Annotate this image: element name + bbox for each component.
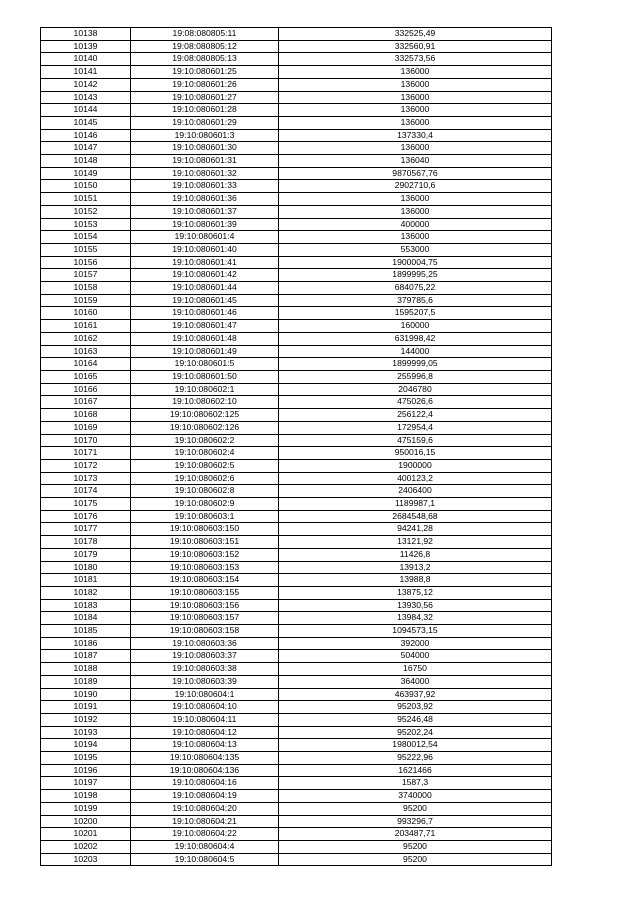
cadastral-number-cell: 19:10:080604:135 (131, 752, 279, 765)
table-row (41, 129, 552, 142)
value-cell: 95200 (279, 841, 552, 854)
value-cell: 475026,6 (279, 396, 552, 409)
cadastral-number-cell: 19:10:080604:21 (131, 815, 279, 828)
cadastral-number-cell: 19:10:080601:48 (131, 332, 279, 345)
row-number-cell: 10147 (41, 142, 131, 155)
table-row (41, 104, 552, 117)
table-row (41, 802, 552, 815)
cadastral-number-cell: 19:10:080601:44 (131, 282, 279, 295)
table-row (41, 637, 552, 650)
row-number-cell: 10188 (41, 663, 131, 676)
table-row (41, 53, 552, 66)
value-cell: 463937,92 (279, 688, 552, 701)
row-number-cell: 10165 (41, 370, 131, 383)
row-number-cell: 10198 (41, 790, 131, 803)
table-row (41, 358, 552, 371)
cadastral-number-cell: 19:10:080603:155 (131, 586, 279, 599)
table-row (41, 498, 552, 511)
table-row (41, 688, 552, 701)
table-row (41, 231, 552, 244)
value-cell: 379785,6 (279, 294, 552, 307)
table-row (41, 574, 552, 587)
cadastral-number-cell: 19:10:080601:27 (131, 91, 279, 104)
table-row (41, 421, 552, 434)
row-number-cell: 10178 (41, 536, 131, 549)
table-row (41, 625, 552, 638)
cadastral-number-cell: 19:10:080603:36 (131, 637, 279, 650)
row-number-cell: 10159 (41, 294, 131, 307)
table-row (41, 777, 552, 790)
row-number-cell: 10192 (41, 713, 131, 726)
value-cell: 137330,4 (279, 129, 552, 142)
row-number-cell: 10146 (41, 129, 131, 142)
cadastral-number-cell: 19:10:080601:3 (131, 129, 279, 142)
value-cell: 136000 (279, 104, 552, 117)
value-cell: 136000 (279, 91, 552, 104)
value-cell: 144000 (279, 345, 552, 358)
table-row (41, 320, 552, 333)
row-number-cell: 10172 (41, 459, 131, 472)
row-number-cell: 10194 (41, 739, 131, 752)
cadastral-number-cell: 19:10:080604:19 (131, 790, 279, 803)
value-cell: 1899999,05 (279, 358, 552, 371)
row-number-cell: 10145 (41, 116, 131, 129)
cadastral-number-cell: 19:10:080601:29 (131, 116, 279, 129)
cadastral-number-cell: 19:10:080602:4 (131, 447, 279, 460)
row-number-cell: 10173 (41, 472, 131, 485)
table-row (41, 701, 552, 714)
value-cell: 364000 (279, 675, 552, 688)
cadastral-number-cell: 19:10:080604:136 (131, 764, 279, 777)
value-cell: 11426,8 (279, 548, 552, 561)
cadastral-number-cell: 19:10:080602:126 (131, 421, 279, 434)
cadastral-number-cell: 19:10:080604:16 (131, 777, 279, 790)
table-row (41, 180, 552, 193)
table-row (41, 790, 552, 803)
cadastral-number-cell: 19:10:080601:31 (131, 155, 279, 168)
cadastral-number-cell: 19:10:080603:158 (131, 625, 279, 638)
value-cell: 950016,15 (279, 447, 552, 460)
cadastral-number-cell: 19:10:080601:42 (131, 269, 279, 282)
value-cell: 203487,71 (279, 828, 552, 841)
table-row (41, 536, 552, 549)
table-row (41, 713, 552, 726)
value-cell: 1094573,15 (279, 625, 552, 638)
table-row (41, 332, 552, 345)
value-cell: 1189987,1 (279, 498, 552, 511)
row-number-cell: 10167 (41, 396, 131, 409)
table-row (41, 91, 552, 104)
cadastral-number-cell: 19:10:080602:6 (131, 472, 279, 485)
row-number-cell: 10166 (41, 383, 131, 396)
value-cell: 2684548,68 (279, 510, 552, 523)
cadastral-number-cell: 19:10:080604:4 (131, 841, 279, 854)
cadastral-number-cell: 19:08:080805:13 (131, 53, 279, 66)
cadastral-number-cell: 19:08:080805:12 (131, 40, 279, 53)
row-number-cell: 10156 (41, 256, 131, 269)
row-number-cell: 10175 (41, 498, 131, 511)
value-cell: 2046780 (279, 383, 552, 396)
value-cell: 136000 (279, 193, 552, 206)
row-number-cell: 10155 (41, 243, 131, 256)
row-number-cell: 10182 (41, 586, 131, 599)
cadastral-number-cell: 19:10:080603:37 (131, 650, 279, 663)
value-cell: 13984,32 (279, 612, 552, 625)
row-number-cell: 10202 (41, 841, 131, 854)
row-number-cell: 10191 (41, 701, 131, 714)
row-number-cell: 10180 (41, 561, 131, 574)
table-row (41, 167, 552, 180)
row-number-cell: 10176 (41, 510, 131, 523)
value-cell: 95222,96 (279, 752, 552, 765)
row-number-cell: 10168 (41, 409, 131, 422)
table-row (41, 663, 552, 676)
table-row (41, 675, 552, 688)
table-row (41, 548, 552, 561)
row-number-cell: 10149 (41, 167, 131, 180)
row-number-cell: 10199 (41, 802, 131, 815)
row-number-cell: 10169 (41, 421, 131, 434)
row-number-cell: 10139 (41, 40, 131, 53)
row-number-cell: 10158 (41, 282, 131, 295)
value-cell: 136000 (279, 231, 552, 244)
row-number-cell: 10184 (41, 612, 131, 625)
value-cell: 95200 (279, 853, 552, 866)
cadastral-number-cell: 19:10:080602:10 (131, 396, 279, 409)
value-cell: 332525,49 (279, 28, 552, 41)
cadastral-number-cell: 19:08:080805:11 (131, 28, 279, 41)
row-number-cell: 10143 (41, 91, 131, 104)
row-number-cell: 10151 (41, 193, 131, 206)
value-cell: 400123,2 (279, 472, 552, 485)
row-number-cell: 10154 (41, 231, 131, 244)
row-number-cell: 10164 (41, 358, 131, 371)
cadastral-number-cell: 19:10:080604:11 (131, 713, 279, 726)
table-row (41, 370, 552, 383)
table-row (41, 205, 552, 218)
cadastral-number-cell: 19:10:080604:12 (131, 726, 279, 739)
row-number-cell: 10189 (41, 675, 131, 688)
cadastral-number-cell: 19:10:080601:32 (131, 167, 279, 180)
table-row (41, 739, 552, 752)
value-cell: 95203,92 (279, 701, 552, 714)
cadastral-number-cell: 19:10:080603:157 (131, 612, 279, 625)
table-row (41, 612, 552, 625)
value-cell: 392000 (279, 637, 552, 650)
table-row (41, 764, 552, 777)
table-row (41, 523, 552, 536)
value-cell: 136000 (279, 78, 552, 91)
cadastral-number-cell: 19:10:080602:2 (131, 434, 279, 447)
value-cell: 160000 (279, 320, 552, 333)
table-row (41, 853, 552, 866)
value-cell: 2406400 (279, 485, 552, 498)
value-cell: 95200 (279, 802, 552, 815)
value-cell: 136000 (279, 142, 552, 155)
cadastral-number-cell: 19:10:080601:33 (131, 180, 279, 193)
value-cell: 1587,3 (279, 777, 552, 790)
cadastral-number-cell: 19:10:080601:5 (131, 358, 279, 371)
value-cell: 2902710,6 (279, 180, 552, 193)
value-cell: 95202,24 (279, 726, 552, 739)
value-cell: 172954,4 (279, 421, 552, 434)
table-row (41, 396, 552, 409)
cadastral-number-cell: 19:10:080603:152 (131, 548, 279, 561)
row-number-cell: 10186 (41, 637, 131, 650)
value-cell: 136000 (279, 66, 552, 79)
cadastral-number-cell: 19:10:080604:13 (131, 739, 279, 752)
value-cell: 16750 (279, 663, 552, 676)
cadastral-number-cell: 19:10:080601:46 (131, 307, 279, 320)
row-number-cell: 10177 (41, 523, 131, 536)
row-number-cell: 10144 (41, 104, 131, 117)
cadastral-number-cell: 19:10:080603:153 (131, 561, 279, 574)
cadastral-number-cell: 19:10:080602:125 (131, 409, 279, 422)
row-number-cell: 10183 (41, 599, 131, 612)
row-number-cell: 10138 (41, 28, 131, 41)
row-number-cell: 10187 (41, 650, 131, 663)
table-row (41, 193, 552, 206)
row-number-cell: 10171 (41, 447, 131, 460)
row-number-cell: 10148 (41, 155, 131, 168)
table-row (41, 586, 552, 599)
table-row (41, 599, 552, 612)
value-cell: 1900000 (279, 459, 552, 472)
value-cell: 136000 (279, 205, 552, 218)
cadastral-number-cell: 19:10:080601:39 (131, 218, 279, 231)
row-number-cell: 10142 (41, 78, 131, 91)
table-row (41, 269, 552, 282)
row-number-cell: 10140 (41, 53, 131, 66)
table-row (41, 142, 552, 155)
cadastral-number-cell: 19:10:080602:5 (131, 459, 279, 472)
value-cell: 256122,4 (279, 409, 552, 422)
row-number-cell: 10152 (41, 205, 131, 218)
value-cell: 332560,91 (279, 40, 552, 53)
value-cell: 136000 (279, 116, 552, 129)
table-row (41, 409, 552, 422)
value-cell: 9870567,76 (279, 167, 552, 180)
table-row (41, 815, 552, 828)
table-row (41, 752, 552, 765)
table-row (41, 256, 552, 269)
table-row (41, 116, 552, 129)
value-cell: 1900004,75 (279, 256, 552, 269)
cadastral-number-cell: 19:10:080601:45 (131, 294, 279, 307)
table-row (41, 307, 552, 320)
row-number-cell: 10197 (41, 777, 131, 790)
value-cell: 136040 (279, 155, 552, 168)
table-row (41, 155, 552, 168)
table-row (41, 472, 552, 485)
table-row (41, 66, 552, 79)
cadastral-number-cell: 19:10:080604:20 (131, 802, 279, 815)
row-number-cell: 10162 (41, 332, 131, 345)
value-cell: 1899995,25 (279, 269, 552, 282)
table-row (41, 828, 552, 841)
value-cell: 13121,92 (279, 536, 552, 549)
row-number-cell: 10190 (41, 688, 131, 701)
cadastral-number-cell: 19:10:080601:25 (131, 66, 279, 79)
table-row (41, 561, 552, 574)
cadastral-number-cell: 19:10:080603:39 (131, 675, 279, 688)
table-row (41, 345, 552, 358)
row-number-cell: 10195 (41, 752, 131, 765)
cadastral-number-cell: 19:10:080601:4 (131, 231, 279, 244)
cadastral-number-cell: 19:10:080602:9 (131, 498, 279, 511)
row-number-cell: 10203 (41, 853, 131, 866)
cadastral-number-cell: 19:10:080603:38 (131, 663, 279, 676)
table-row (41, 459, 552, 472)
cadastral-number-cell: 19:10:080601:37 (131, 205, 279, 218)
data-table (40, 27, 552, 866)
value-cell: 94241,28 (279, 523, 552, 536)
row-number-cell: 10185 (41, 625, 131, 638)
table-row (41, 243, 552, 256)
row-number-cell: 10163 (41, 345, 131, 358)
value-cell: 553000 (279, 243, 552, 256)
table-row (41, 726, 552, 739)
cadastral-number-cell: 19:10:080603:154 (131, 574, 279, 587)
row-number-cell: 10157 (41, 269, 131, 282)
table-row (41, 40, 552, 53)
cadastral-number-cell: 19:10:080604:22 (131, 828, 279, 841)
cadastral-number-cell: 19:10:080603:156 (131, 599, 279, 612)
cadastral-number-cell: 19:10:080604:1 (131, 688, 279, 701)
table-row (41, 510, 552, 523)
cadastral-number-cell: 19:10:080602:8 (131, 485, 279, 498)
row-number-cell: 10200 (41, 815, 131, 828)
row-number-cell: 10181 (41, 574, 131, 587)
value-cell: 504000 (279, 650, 552, 663)
table-row (41, 434, 552, 447)
cadastral-number-cell: 19:10:080603:150 (131, 523, 279, 536)
cadastral-number-cell: 19:10:080601:49 (131, 345, 279, 358)
value-cell: 684075,22 (279, 282, 552, 295)
cadastral-number-cell: 19:10:080603:151 (131, 536, 279, 549)
cadastral-number-cell: 19:10:080601:41 (131, 256, 279, 269)
cadastral-number-cell: 19:10:080601:36 (131, 193, 279, 206)
table-row (41, 383, 552, 396)
row-number-cell: 10170 (41, 434, 131, 447)
row-number-cell: 10153 (41, 218, 131, 231)
cadastral-number-cell: 19:10:080601:47 (131, 320, 279, 333)
cadastral-number-cell: 19:10:080601:26 (131, 78, 279, 91)
value-cell: 1595207,5 (279, 307, 552, 320)
table-row (41, 294, 552, 307)
row-number-cell: 10174 (41, 485, 131, 498)
table-row (41, 841, 552, 854)
table-row (41, 28, 552, 41)
value-cell: 95246,48 (279, 713, 552, 726)
cadastral-number-cell: 19:10:080602:1 (131, 383, 279, 396)
row-number-cell: 10141 (41, 66, 131, 79)
value-cell: 400000 (279, 218, 552, 231)
value-cell: 332573,56 (279, 53, 552, 66)
row-number-cell: 10160 (41, 307, 131, 320)
value-cell: 13988,8 (279, 574, 552, 587)
document-page (40, 27, 551, 866)
value-cell: 255996,8 (279, 370, 552, 383)
cadastral-number-cell: 19:10:080604:5 (131, 853, 279, 866)
cadastral-number-cell: 19:10:080601:30 (131, 142, 279, 155)
row-number-cell: 10201 (41, 828, 131, 841)
row-number-cell: 10179 (41, 548, 131, 561)
value-cell: 13930,56 (279, 599, 552, 612)
row-number-cell: 10193 (41, 726, 131, 739)
table-row (41, 218, 552, 231)
table-row (41, 485, 552, 498)
cadastral-number-cell: 19:10:080601:50 (131, 370, 279, 383)
table-row (41, 78, 552, 91)
cadastral-number-cell: 19:10:080604:10 (131, 701, 279, 714)
cadastral-number-cell: 19:10:080603:1 (131, 510, 279, 523)
table-body (41, 28, 552, 866)
table-row (41, 650, 552, 663)
value-cell: 3740000 (279, 790, 552, 803)
table-row (41, 447, 552, 460)
value-cell: 475159,6 (279, 434, 552, 447)
row-number-cell: 10150 (41, 180, 131, 193)
value-cell: 993296,7 (279, 815, 552, 828)
cadastral-number-cell: 19:10:080601:40 (131, 243, 279, 256)
table-row (41, 282, 552, 295)
row-number-cell: 10161 (41, 320, 131, 333)
row-number-cell: 10196 (41, 764, 131, 777)
value-cell: 13875,12 (279, 586, 552, 599)
cadastral-number-cell: 19:10:080601:28 (131, 104, 279, 117)
value-cell: 1980012,54 (279, 739, 552, 752)
value-cell: 1621466 (279, 764, 552, 777)
value-cell: 13913,2 (279, 561, 552, 574)
value-cell: 631998,42 (279, 332, 552, 345)
